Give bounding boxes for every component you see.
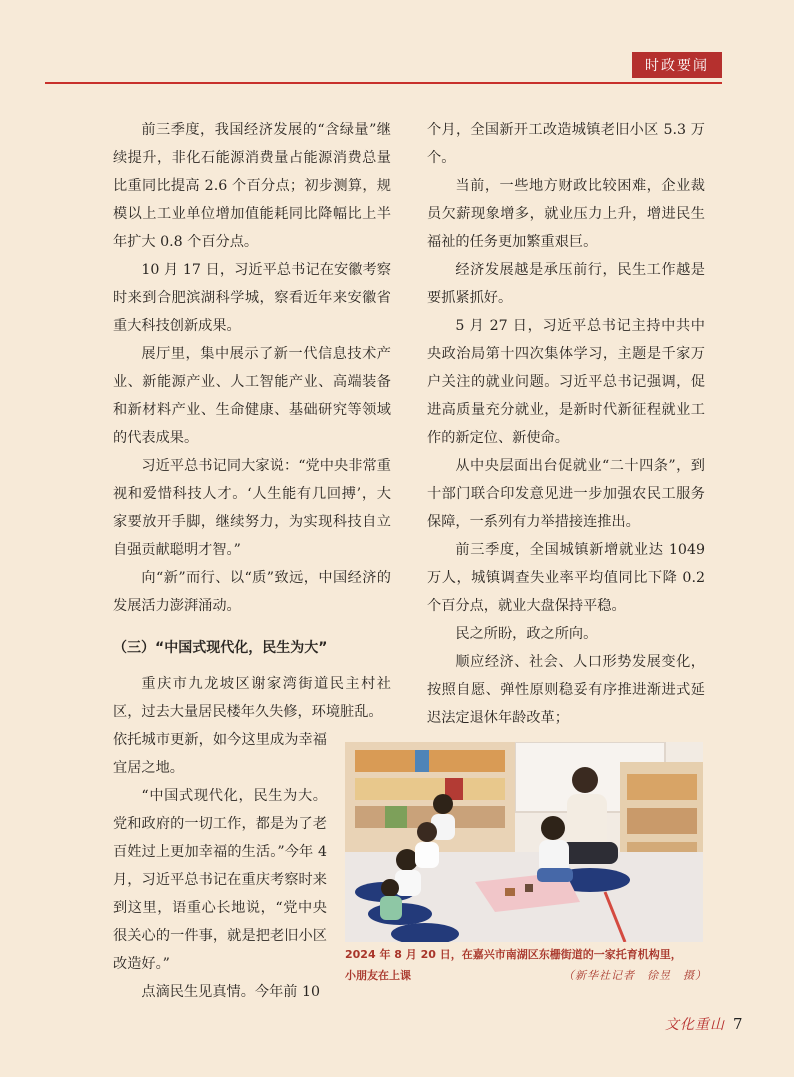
magazine-logo: 文化重山 xyxy=(665,1017,725,1033)
right-column xyxy=(427,116,705,732)
section-tag: 时政要闻 xyxy=(632,52,722,78)
paragraph: 从中央层面出台促就业“二十四条”，到十部门联合印发意见进一步加强农民工服务保障，一系列有力举措接连推出。 xyxy=(427,458,705,530)
paragraph: 经济发展越是承压前行，民生工作越是要抓紧抓好。 xyxy=(427,262,705,306)
narrow-text-block xyxy=(113,726,327,1006)
news-photo xyxy=(345,742,703,942)
paragraph: 前三季度，我国经济发展的“含绿量”继续提升，非化石能源消费量占能源消费总量比重同比提高 2.6 个百分点；初步测算，规模以上工业单位增加值能耗同比降幅比上半年扩大 0.8 个百分点。 xyxy=(113,122,391,250)
caption-line-1: 2024 年 8 月 20 日，在嘉兴市南湖区东栅街道的一家托育机构里， xyxy=(345,948,682,961)
header-rule xyxy=(45,82,722,84)
classroom-illustration xyxy=(345,742,703,942)
paragraph: 5 月 27 日，习近平总书记主持中共中央政治局第十四次集体学习，主题是千家万户关注的就业问题。习近平总书记强调，促进高质量充分就业，是新时代新征程就业工作的新定位、新使命。 xyxy=(427,318,705,446)
paragraph: 点滴民生见真情。今年前 10 xyxy=(141,984,321,1000)
paragraph: 向“新”而行、以“质”致远，中国经济的发展活力澎湃涌动。 xyxy=(113,570,391,614)
photo-credit: （新华社记者 徐昱 摄） xyxy=(563,969,707,982)
photo-caption xyxy=(345,944,707,986)
paragraph: 前三季度，全国城镇新增就业达 1049 万人，城镇调查失业率平均值同比下降 0.2 个百分点，就业大盘保持平稳。 xyxy=(427,542,705,614)
caption-line-2: 小朋友在上课 xyxy=(345,969,411,982)
page-footer xyxy=(665,1014,743,1034)
paragraph: “中国式现代化，民生为大。党和政府的一切工作，都是为了老百姓过上更加幸福的生活。”今年 4 月，习近平总书记在重庆考察时来到这里，语重心长地说，“党中央很关心的一件事，就是把老旧小区改造好。” xyxy=(113,788,327,972)
paragraph: 当前，一些地方财政比较困难，企业裁员欠薪现象增多，就业压力上升，增进民生福祉的任务更加繁重艰巨。 xyxy=(427,178,705,250)
paragraph: 习近平总书记同大家说：“党中央非常重视和爱惜科技人才。‘人生能有几回搏’，大家要放开手脚，继续努力，为实现科技自立自强贡献聪明才智。” xyxy=(113,458,391,558)
page-number: 7 xyxy=(733,1015,743,1033)
paragraph: 顺应经济、社会、人口形势发展变化，按照自愿、弹性原则稳妥有序推进渐进式延迟法定退休年龄改革； xyxy=(427,654,705,726)
paragraph: 10 月 17 日，习近平总书记在安徽考察时来到合肥滨湖科学城，察看近年来安徽省重大科技创新成果。 xyxy=(113,262,391,334)
paragraph: 重庆市九龙坡区谢家湾街道民主村社区，过去大量居民楼年久失修，环境脏乱。 xyxy=(113,676,391,720)
paragraph: 民之所盼，政之所向。 xyxy=(455,626,598,642)
paragraph: 依托城市更新，如今这里成为幸福宜居之地。 xyxy=(113,732,327,776)
paragraph: 展厅里，集中展示了新一代信息技术产业、新能源产业、人工智能产业、高端装备和新材料产业、生命健康、基础研究等领域的代表成果。 xyxy=(113,346,391,446)
paragraph: 个月，全国新开工改造城镇老旧小区 5.3 万个。 xyxy=(427,122,705,166)
caption-line-2-row xyxy=(345,965,707,986)
section-heading: （三）“中国式现代化，民生为大” xyxy=(113,640,328,656)
